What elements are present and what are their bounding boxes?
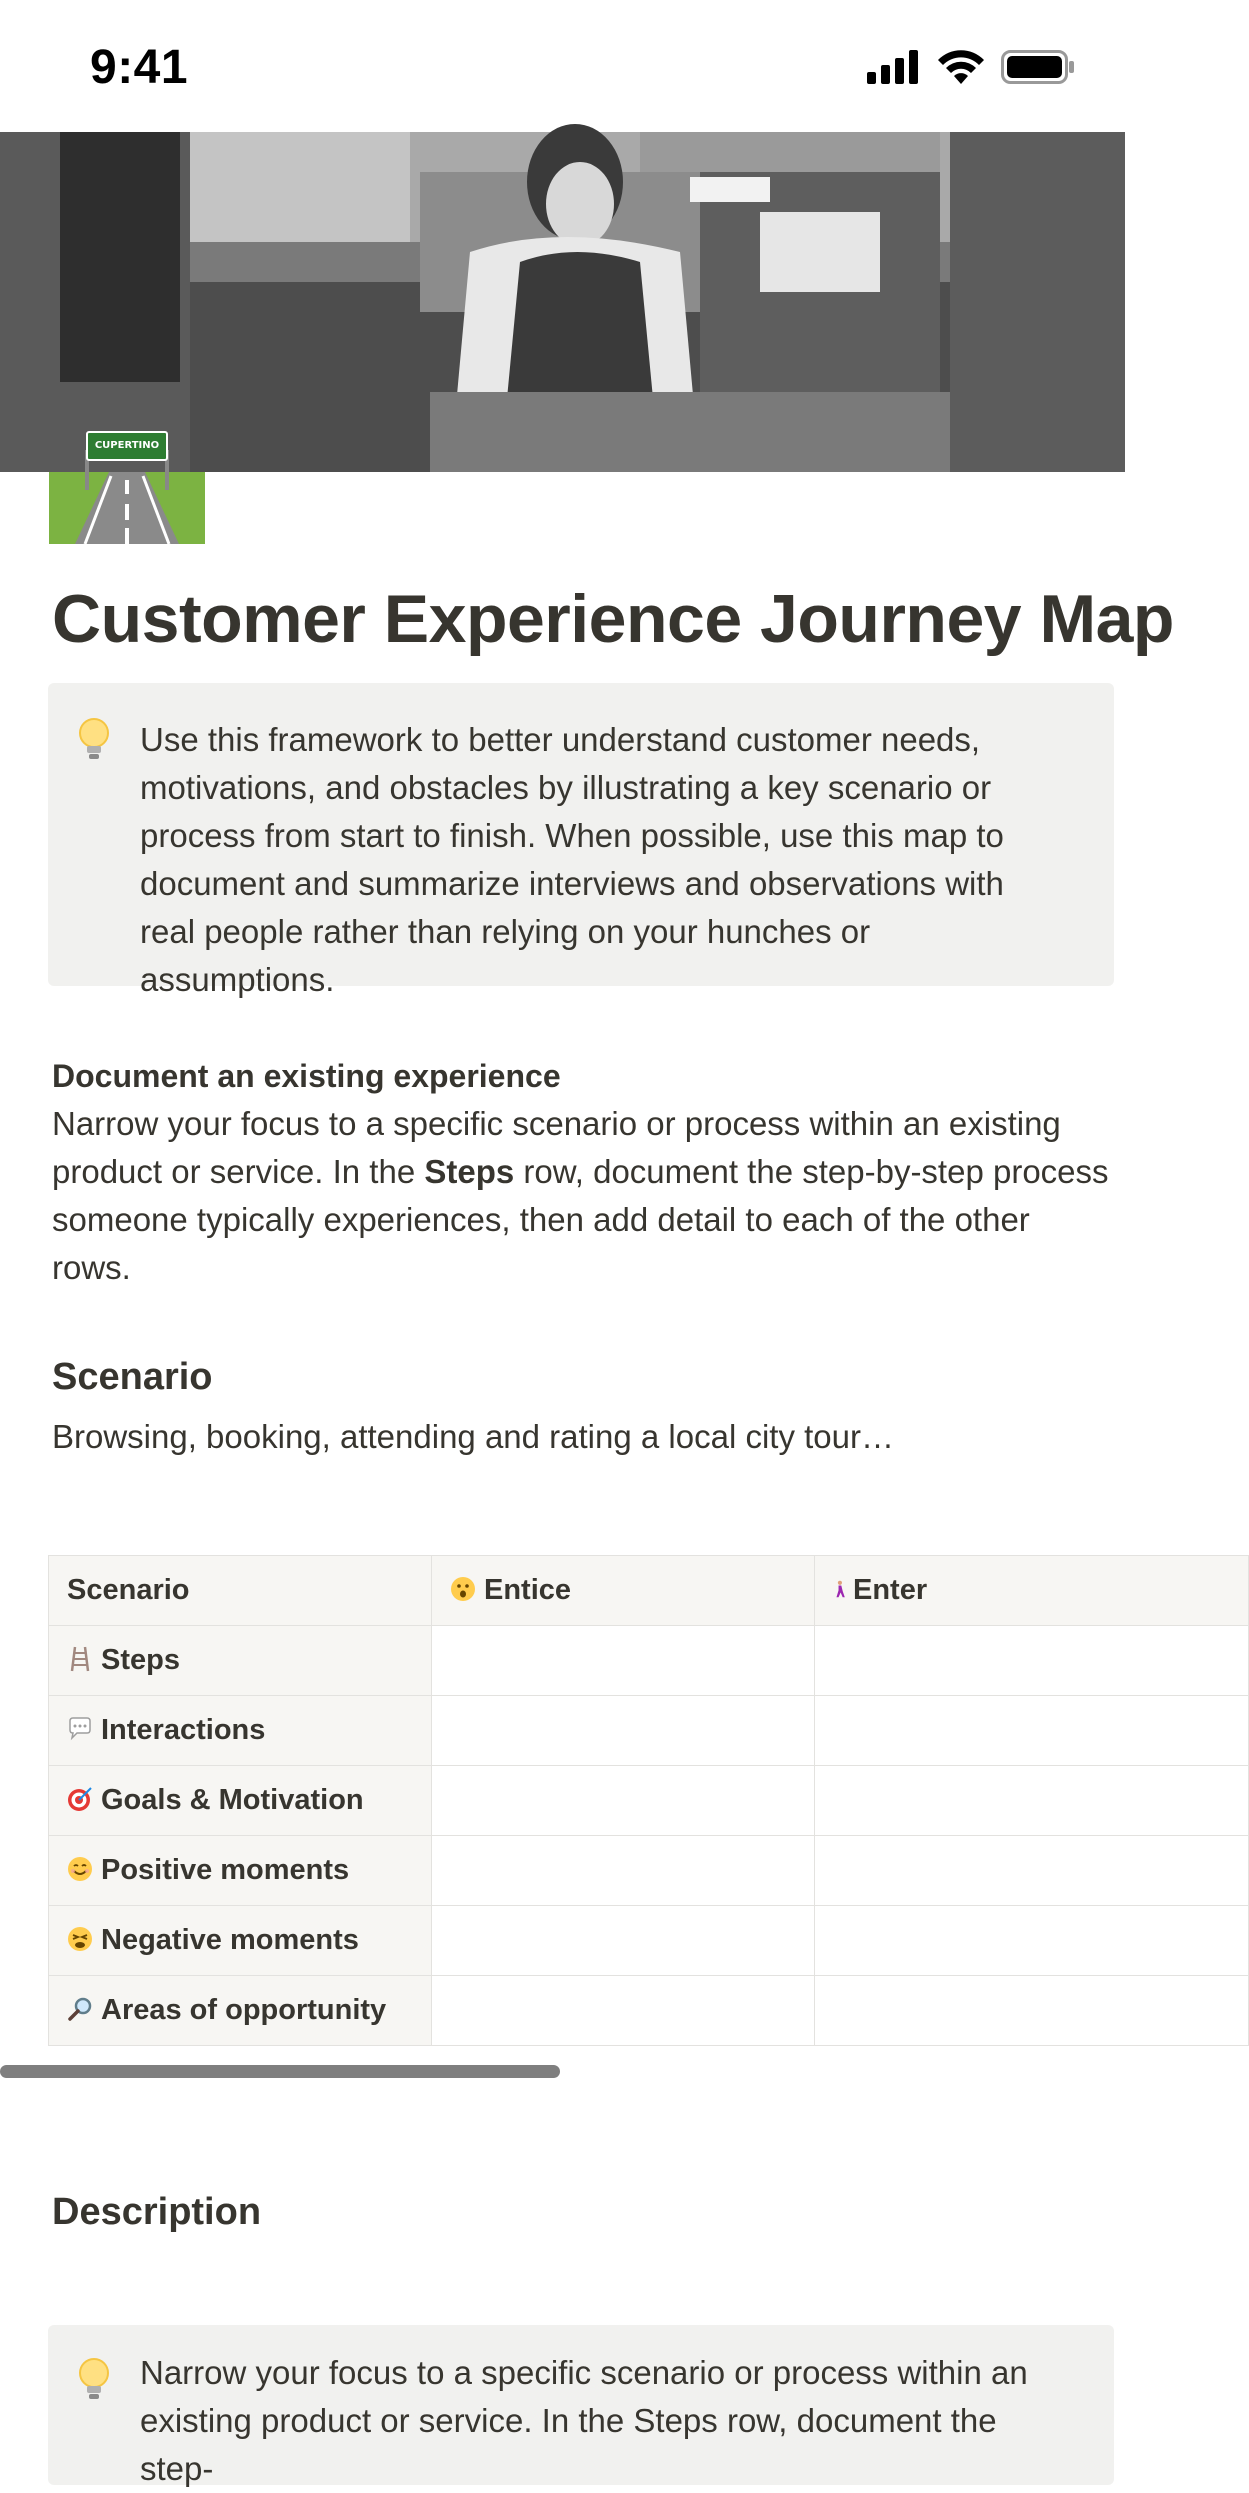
row-header-goals[interactable] bbox=[49, 1766, 432, 1836]
target-icon bbox=[67, 1786, 93, 1812]
row-label: Steps bbox=[101, 1644, 180, 1676]
table-cell[interactable] bbox=[815, 1766, 1249, 1836]
row-header-interactions[interactable] bbox=[49, 1696, 432, 1766]
walking-person-icon bbox=[833, 1576, 851, 1602]
magnifier-icon bbox=[67, 1996, 93, 2022]
row-header-opportunity[interactable] bbox=[49, 1976, 432, 2046]
table-cell[interactable] bbox=[815, 1696, 1249, 1766]
table-cell[interactable] bbox=[432, 1766, 815, 1836]
table-row bbox=[49, 1906, 1249, 1976]
table-horizontal-scrollbar[interactable] bbox=[0, 2065, 560, 2078]
column-header-enter[interactable] bbox=[815, 1556, 1249, 1626]
scenario-heading: Scenario bbox=[52, 1356, 213, 1398]
column-label: Entice bbox=[484, 1574, 572, 1606]
icon-sign-text: CUPERTINO bbox=[94, 440, 160, 451]
row-header-steps[interactable] bbox=[49, 1626, 432, 1696]
table-cell[interactable] bbox=[432, 1836, 815, 1906]
document-body-text-2: row, document the step-by-step process someone typically experiences, then add detail to each of the other rows. bbox=[52, 1153, 1109, 1286]
page-title[interactable]: Customer Experience Journey Map bbox=[52, 581, 1174, 657]
table-cell[interactable] bbox=[815, 1626, 1249, 1696]
smiling-face-icon bbox=[67, 1856, 93, 1882]
journey-table[interactable] bbox=[48, 1555, 1125, 2047]
row-header-negative[interactable] bbox=[49, 1906, 432, 1976]
highway-sign-icon bbox=[49, 432, 205, 544]
document-body-text-1: Narrow your focus to a specific scenario or process within an existing product or service. In the bbox=[52, 1105, 1061, 1190]
table-row bbox=[49, 1766, 1249, 1836]
table-cell[interactable] bbox=[432, 1906, 815, 1976]
document-body bbox=[52, 1100, 1117, 1292]
scenario-text: Browsing, booking, attending and rating a local city tour… bbox=[52, 1418, 894, 1455]
table-cell[interactable] bbox=[432, 1626, 815, 1696]
column-label: Scenario bbox=[67, 1574, 190, 1606]
table-cell[interactable] bbox=[815, 1976, 1249, 2046]
row-header-positive[interactable] bbox=[49, 1836, 432, 1906]
description-callout-text: Narrow your focus to a specific scenario or process within an existing product or service. In the Steps row, document the step- bbox=[140, 2354, 1028, 2487]
table-header-row bbox=[49, 1556, 1249, 1626]
table-row bbox=[49, 1836, 1249, 1906]
speech-bubble-icon bbox=[67, 1716, 93, 1742]
table-cell[interactable] bbox=[432, 1976, 815, 2046]
table-cell[interactable] bbox=[432, 1696, 815, 1766]
lightbulb-icon bbox=[76, 2357, 112, 2401]
column-header-entice[interactable] bbox=[432, 1556, 815, 1626]
column-header-scenario[interactable] bbox=[49, 1556, 432, 1626]
ladder-icon bbox=[67, 1646, 93, 1672]
wifi-icon bbox=[937, 50, 985, 84]
row-label: Positive moments bbox=[101, 1854, 350, 1886]
row-label: Areas of opportunity bbox=[101, 1994, 387, 2026]
cellular-signal-icon bbox=[867, 50, 921, 84]
weary-face-icon bbox=[67, 1926, 93, 1952]
document-body-bold: Steps bbox=[424, 1153, 515, 1190]
status-icons bbox=[867, 50, 1075, 84]
lightbulb-icon bbox=[76, 717, 112, 761]
table-cell[interactable] bbox=[815, 1906, 1249, 1976]
cover-photo bbox=[0, 132, 1125, 472]
row-label: Goals & Motivation bbox=[101, 1784, 364, 1816]
page-icon[interactable] bbox=[49, 432, 205, 544]
intro-callout-text: Use this framework to better understand customer needs, motivations, and obstacles by illustrating a key scenario or process from start to finish. When possible, use this map to document and summarize interviews and observations with real people rather than relying on your hunches or assumptions. bbox=[140, 721, 1004, 998]
table-row bbox=[49, 1696, 1249, 1766]
cover-image[interactable] bbox=[0, 132, 1125, 472]
status-time: 9:41 bbox=[90, 41, 189, 94]
column-label: Enter bbox=[853, 1574, 928, 1606]
row-label: Negative moments bbox=[101, 1924, 359, 1956]
table-row bbox=[49, 1626, 1249, 1696]
row-label: Interactions bbox=[101, 1714, 266, 1746]
document-heading: Document an existing experience bbox=[52, 1058, 561, 1094]
description-heading: Description bbox=[52, 2191, 262, 2233]
table-row bbox=[49, 1976, 1249, 2046]
status-bar bbox=[0, 0, 1125, 132]
battery-icon bbox=[1001, 50, 1075, 84]
hushed-face-icon bbox=[450, 1576, 476, 1602]
table-cell[interactable] bbox=[815, 1836, 1249, 1906]
